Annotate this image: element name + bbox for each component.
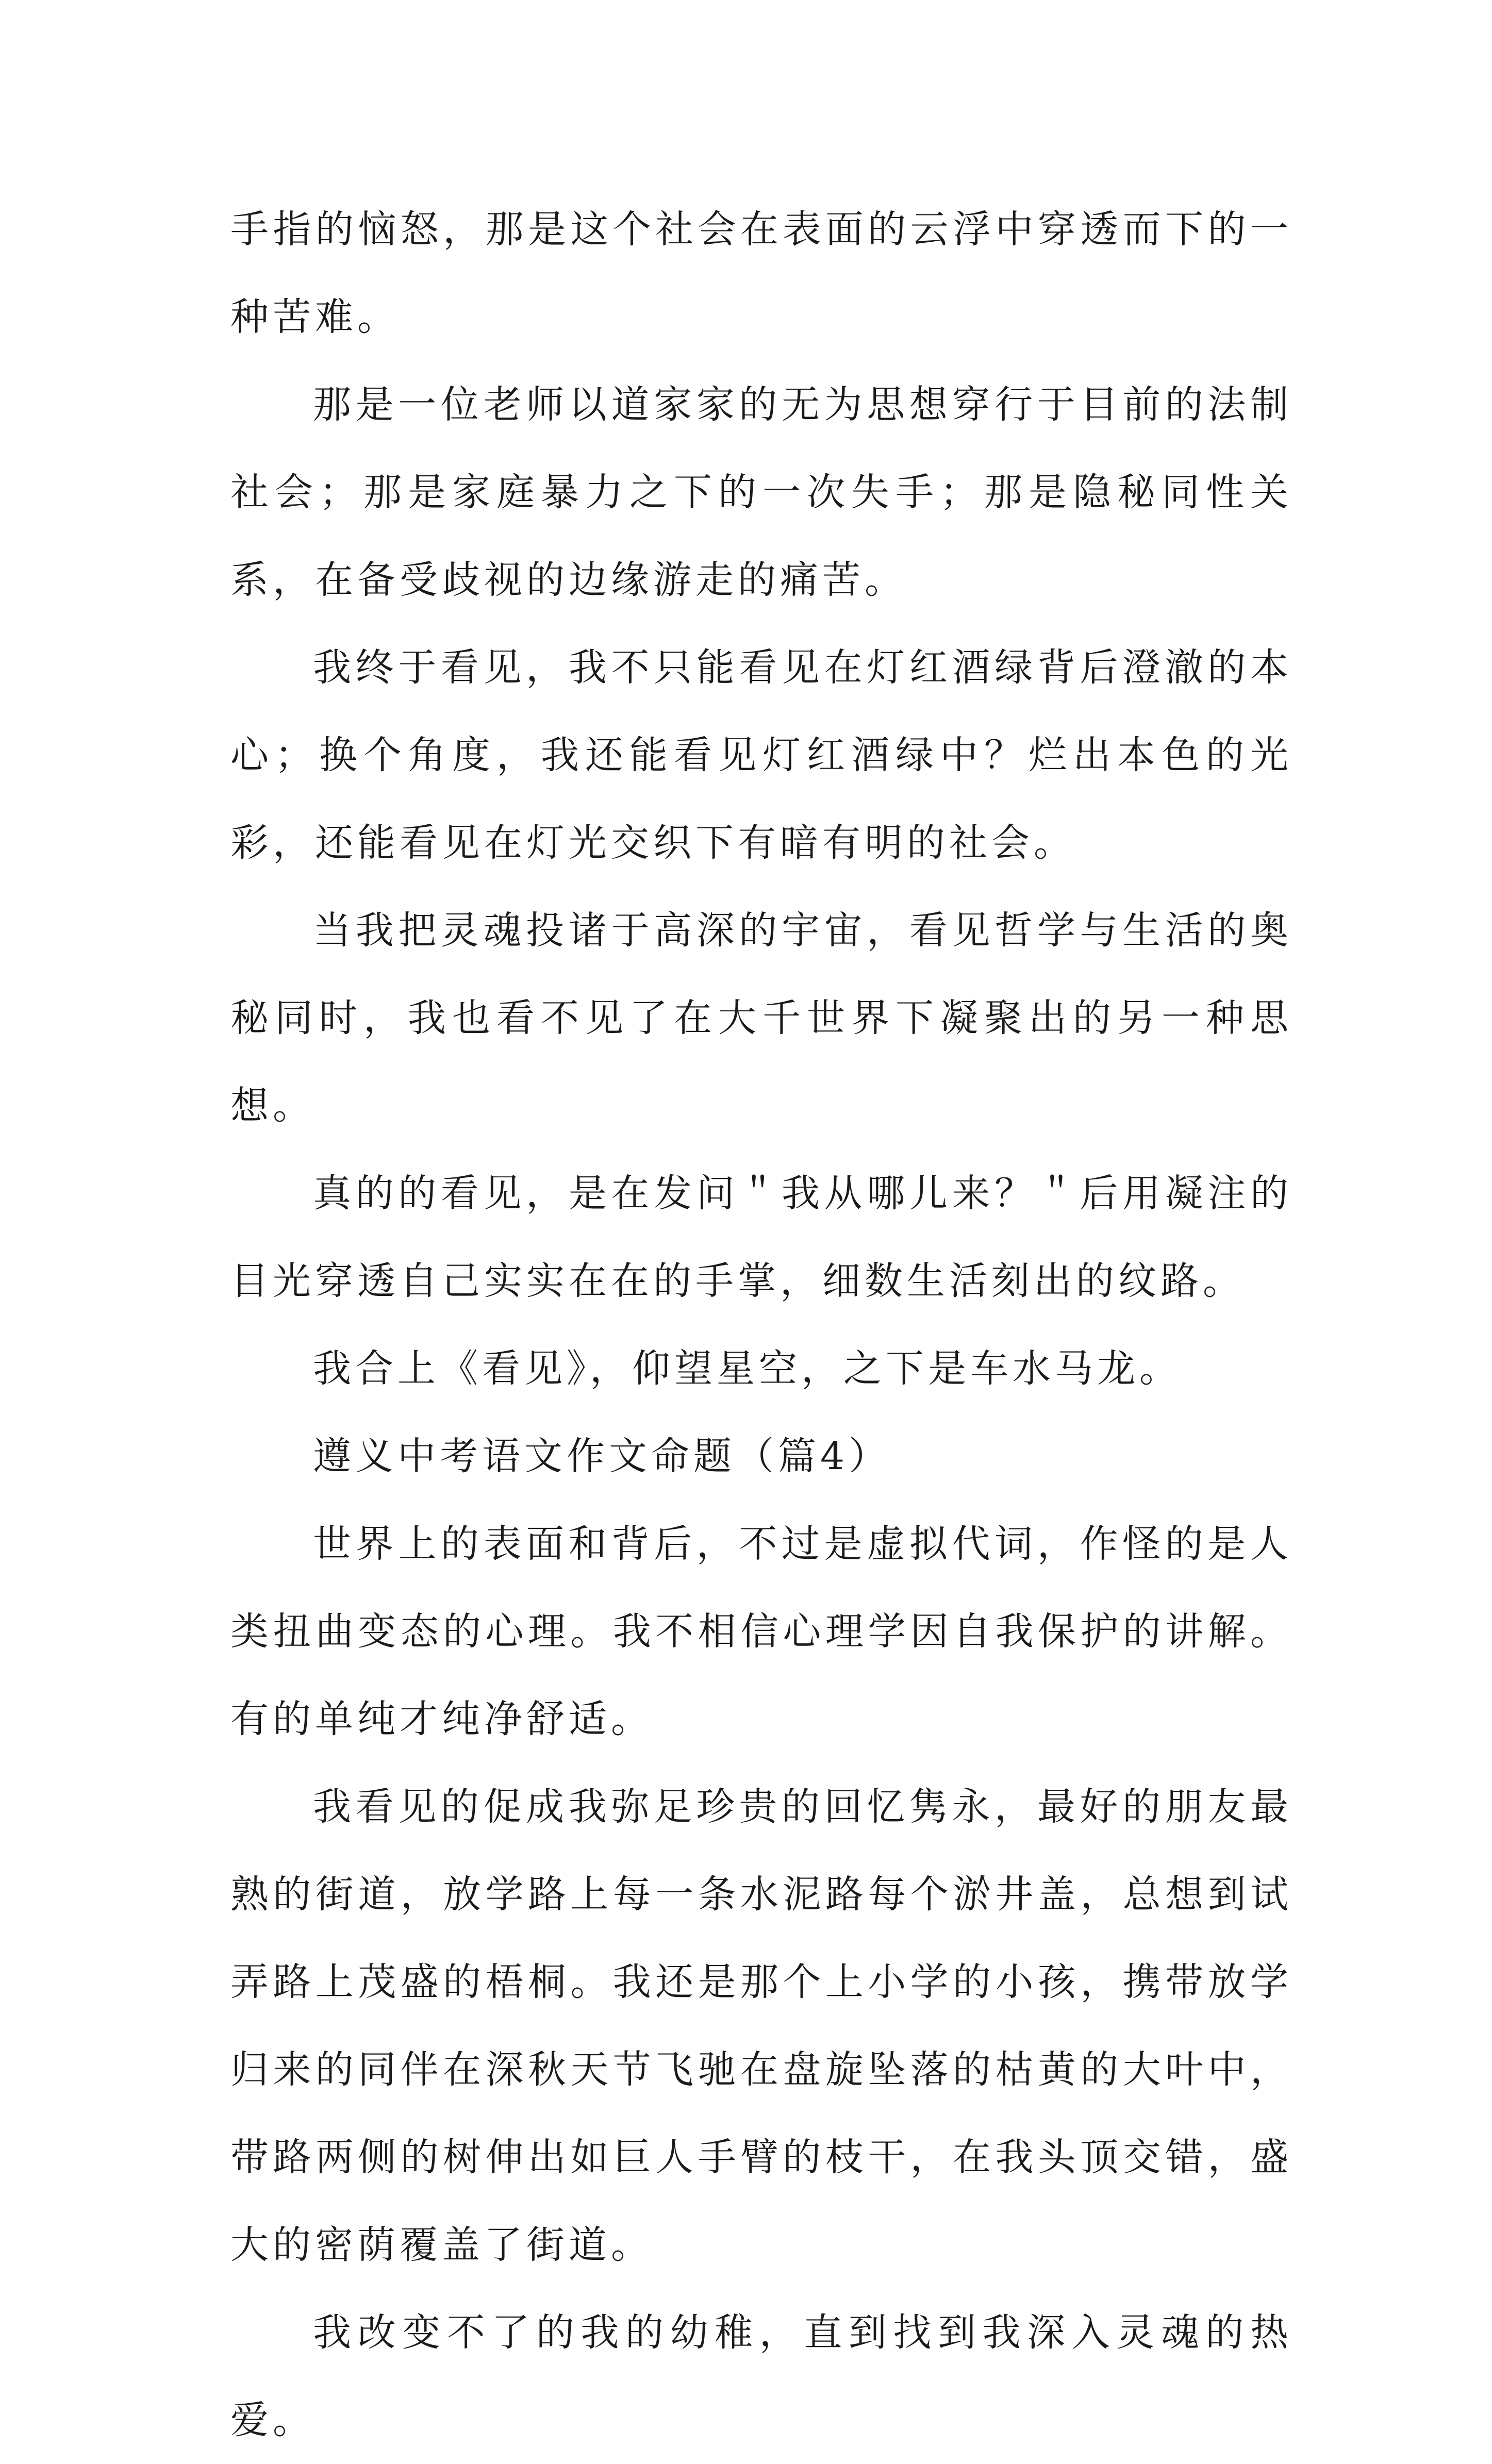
paragraph-2: 那是一位老师以道家家的无为思想穿行于目前的法制社会；那是家庭暴力之下的一次失手；那是隐秘同性关系，在备受歧视的边缘游走的痛苦。 (230, 382, 1292, 602)
paragraph-5: 真的的看见，是在发问＂我从哪儿来？＂后用凝注的目光穿透自己实实在在的手掌，细数生活刻出的纹路。 (230, 1171, 1292, 1303)
paragraph-3: 我终于看见，我不只能看见在灯红酒绿背后澄澈的本心；换个角度，我还能看见灯红酒绿中？烂出本色的光彩，还能看见在灯光交织下有暗有明的社会。 (230, 645, 1292, 865)
body-text (230, 186, 1292, 2464)
paragraph-4: 当我把灵魂投诸于高深的宇宙，看见哲学与生活的奥秘同时，我也看不见了在大千世界下凝聚出的另一种思想。 (230, 908, 1292, 1128)
paragraph-7: 世界上的表面和背后，不过是虚拟代词，作怪的是人类扭曲变态的心理。我不相信心理学因自我保护的讲解。有的单纯才纯净舒适。 (230, 1522, 1292, 1741)
paragraph-1: 手指的恼怒，那是这个社会在表面的云浮中穿透而下的一种苦难。 (230, 207, 1292, 339)
paragraph-6: 我合上《看见》，仰望星空，之下是车水马龙。 (313, 1346, 1182, 1391)
section-heading: 遵义中考语文作文命题（篇4） (313, 1434, 891, 1478)
paragraph-9: 我改变不了的我的幼稚，直到找到我深入灵魂的热爱。 (230, 2310, 1292, 2442)
paragraph-8: 我看见的促成我弥足珍贵的回忆隽永，最好的朋友最熟的街道，放学路上每一条水泥路每个淤井盖，总想到试弄路上茂盛的梧桐。我还是那个上小学的小孩，携带放学归来的同伴在深秋天节飞驰在盘旋坠落的枯黄的大叶中，带路两侧的树伸出如巨人手臂的枝干，在我头顶交错，盛大的密荫覆盖了街道。 (230, 1785, 1292, 2267)
